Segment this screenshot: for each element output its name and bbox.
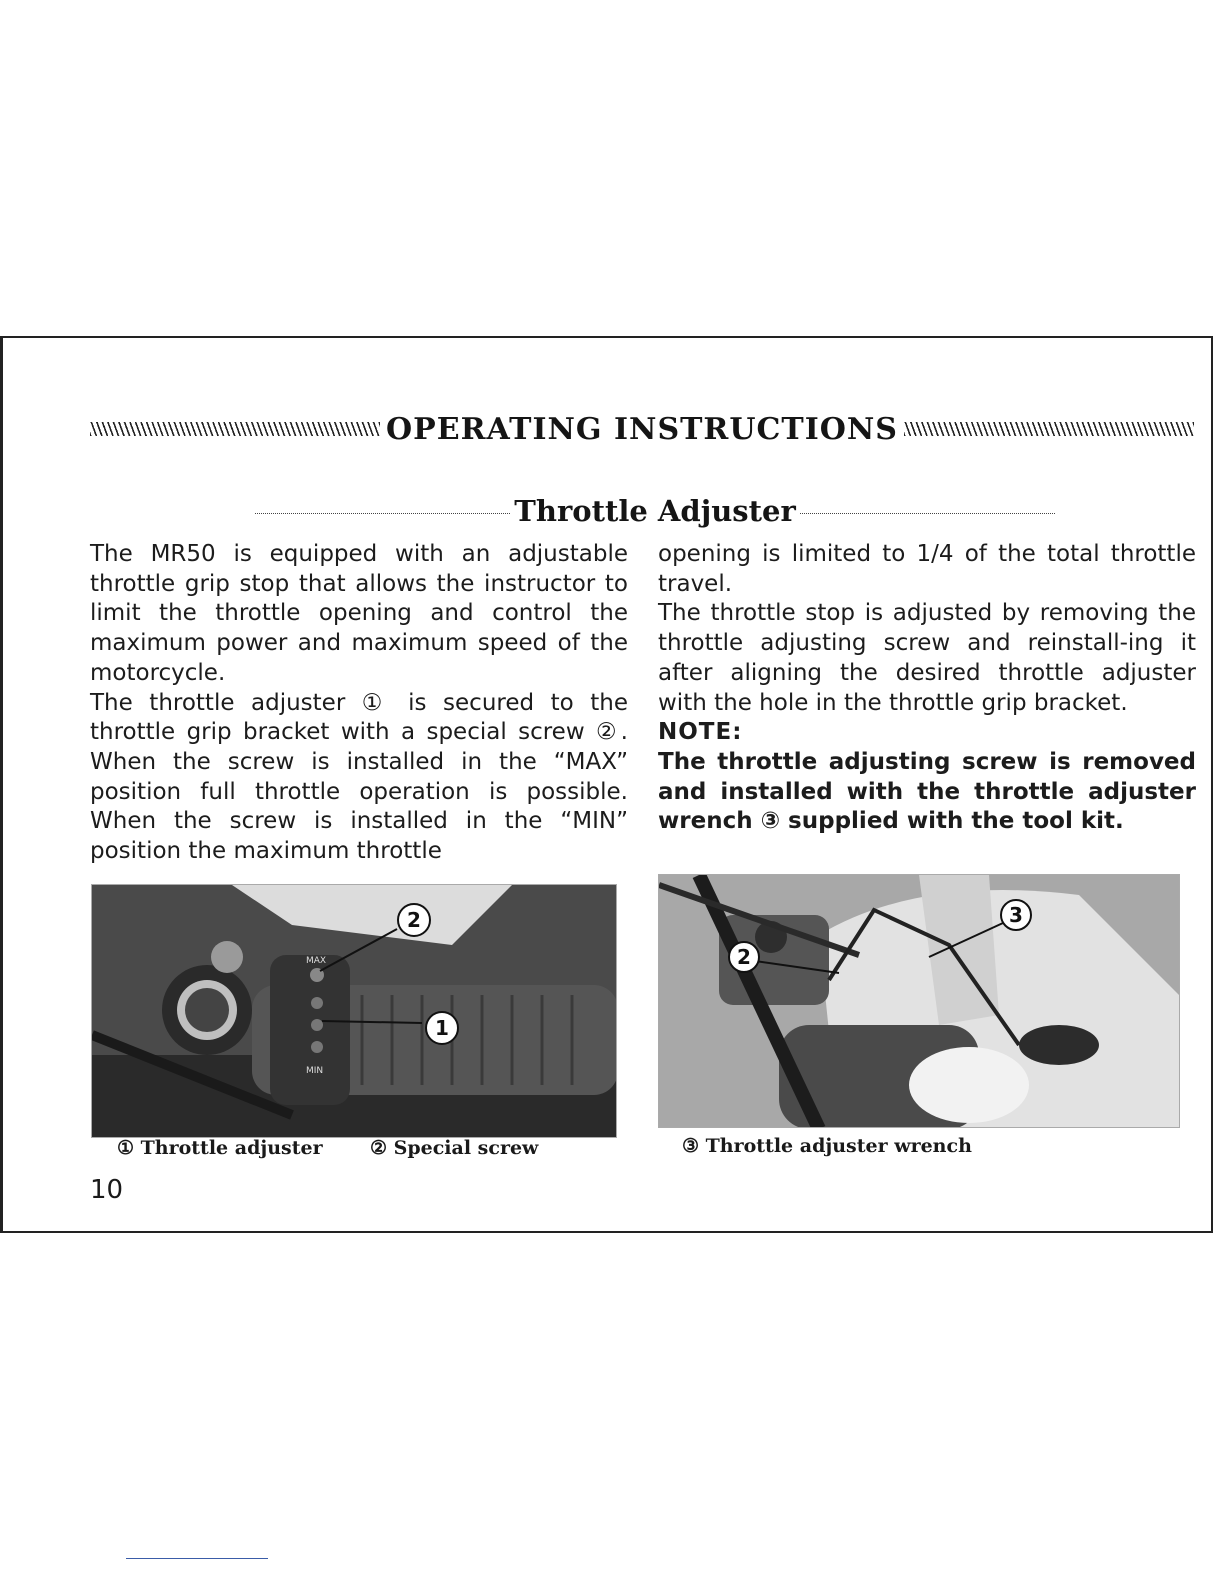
footer-rule (126, 1558, 268, 1559)
note-text: The throttle adjusting screw is removed and installed with the throttle adjuster wrench ③ supplied with the tool kit. (658, 748, 1196, 835)
dotted-leader-right (800, 513, 1055, 514)
right-column (658, 540, 1196, 837)
section-heading (255, 484, 1055, 528)
paragraph-adjustment: The throttle stop is adjusted by removing the throttle adjusting screw and reinstall-ing it after aligning the desired throttle adjuster with the hole in the throttle grip bracket. (658, 600, 1196, 716)
callout-1: 1 (435, 1016, 449, 1040)
header-hatch-right (904, 422, 1194, 436)
callout-2: 2 (407, 908, 421, 932)
photo-throttle-adjuster (91, 884, 617, 1138)
left-column (90, 540, 628, 867)
section-title: Throttle Adjuster (514, 494, 796, 528)
caption-throttle-adjuster: ① Throttle adjuster (117, 1137, 323, 1159)
photo-left-illustration (92, 885, 617, 1138)
note-label: NOTE: (658, 719, 743, 746)
paragraph-adjuster: The throttle adjuster ① is secured to the throttle grip bracket with a special screw ②. When the screw is installed in the “MAX” position full throttle operation is possible. When the screw is installed in the “MIN” position the maximum throttle (90, 689, 628, 865)
page-number: 10 (90, 1175, 124, 1205)
caption-special-screw: ② Special screw (370, 1137, 539, 1159)
max-marking: MAX (306, 956, 327, 966)
callout-2-right: 2 (737, 945, 751, 969)
caption-adjuster-wrench: ③ Throttle adjuster wrench (682, 1135, 972, 1157)
header-hatch-left (90, 422, 380, 436)
page-header (90, 404, 1194, 454)
paragraph-continuation: opening is limited to 1/4 of the total throttle travel. (658, 541, 1196, 597)
paragraph-intro: The MR50 is equipped with an adjustable throttle grip stop that allows the instructor to limit the throttle opening and control the maximum power and maximum speed of the motorcycle. (90, 541, 628, 686)
photo-adjuster-wrench (658, 874, 1180, 1128)
callout-3: 3 (1009, 903, 1023, 927)
min-marking: MIN (306, 1066, 324, 1076)
dotted-leader-left (255, 513, 510, 514)
header-title: OPERATING INSTRUCTIONS (386, 411, 898, 447)
photo-right-illustration (659, 875, 1180, 1128)
